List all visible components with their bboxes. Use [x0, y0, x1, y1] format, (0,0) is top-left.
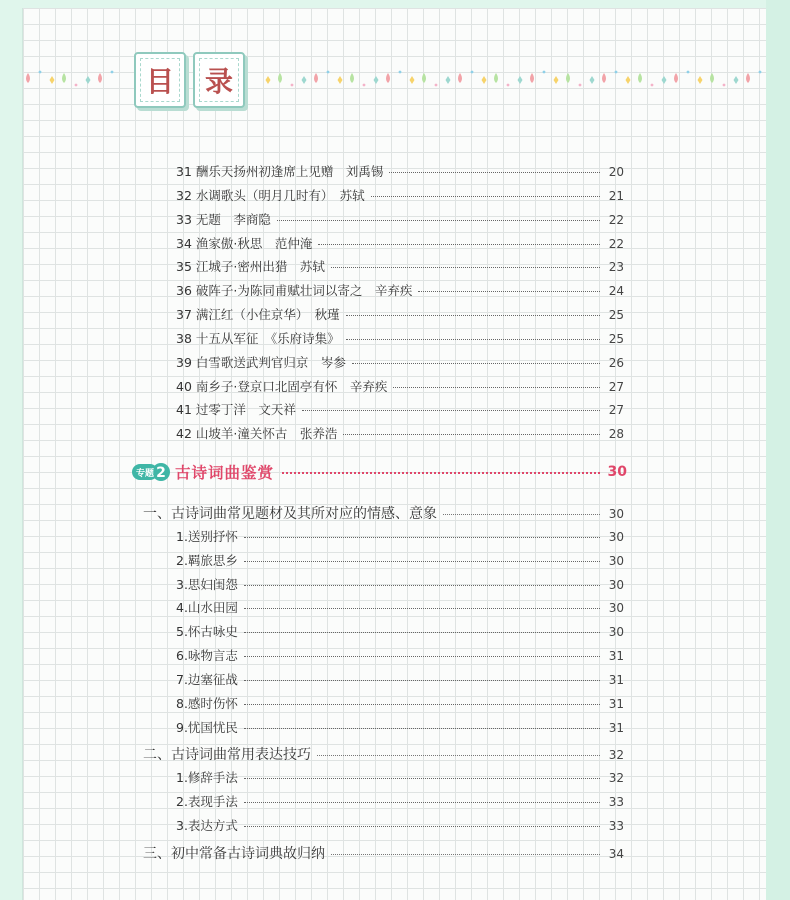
subsection-label: 5.怀古咏史: [176, 624, 238, 639]
toc-entry-label: 38 十五从军征 《乐府诗集》: [176, 331, 340, 346]
subsection-page: 31: [608, 649, 624, 663]
subsection-label: 6.咏物言志: [176, 648, 238, 663]
toc-entry-page: 22: [608, 237, 624, 251]
subsection-label: 3.思妇闺怨: [176, 577, 238, 592]
subsection-entry[interactable]: [176, 768, 624, 786]
subsection-page: 30: [608, 625, 624, 639]
toc-entry-label: 33 无题 李商隐: [176, 212, 271, 227]
leader-dots: [244, 537, 600, 538]
leader-dots: [244, 680, 600, 681]
toc-entry-page: 23: [608, 260, 624, 274]
subsection-entry[interactable]: [176, 527, 624, 545]
toc-entry-label: 34 渔家傲·秋思 范仲淹: [176, 236, 313, 251]
leader-dots: [244, 778, 600, 779]
leader-dots: [277, 220, 600, 221]
leader-dots: [244, 826, 600, 827]
toc-entry[interactable]: [176, 162, 624, 180]
leader-dots: [244, 728, 600, 729]
toc-entry-page: 27: [608, 403, 624, 417]
unit-badge-number: 2: [156, 465, 166, 481]
subsection-page: 30: [608, 554, 624, 568]
subsection-entry[interactable]: [176, 646, 624, 664]
toc-entry[interactable]: [176, 329, 624, 347]
toc-entry-page: 21: [608, 189, 624, 203]
title-char-2: 录: [199, 58, 239, 102]
leader-dots: [244, 608, 600, 609]
leader-dots: [418, 291, 600, 292]
section-label: 一、古诗词曲常见题材及其所对应的情感、意象: [143, 506, 437, 522]
toc-entry[interactable]: [176, 257, 624, 275]
leader-dots: [331, 267, 600, 268]
toc-entry[interactable]: [176, 400, 624, 418]
toc-entry[interactable]: [176, 377, 624, 395]
leader-dots: [244, 585, 600, 586]
subsection-entry[interactable]: [176, 622, 624, 640]
section-page: 30: [608, 507, 624, 521]
toc-entry-label: 42 山坡羊·潼关怀古 张养浩: [176, 426, 338, 441]
subsection-label: 3.表达方式: [176, 818, 238, 833]
leader-dots: [244, 632, 600, 633]
unit-heading[interactable]: [131, 458, 627, 486]
subsection-label: 4.山水田园: [176, 600, 238, 615]
title-char-1: 目: [140, 58, 180, 102]
subsection-page: 31: [608, 697, 624, 711]
toc-entry-page: 28: [608, 427, 624, 441]
toc-entry-label: 31 酬乐天扬州初逢席上见赠 刘禹锡: [176, 164, 384, 179]
subsection-page: 30: [608, 530, 624, 544]
leader-dots: [282, 472, 600, 474]
section-heading[interactable]: [143, 503, 624, 523]
toc-entry-label: 39 白雪歌送武判官归京 岑参: [176, 355, 346, 370]
subsection-label: 7.边塞征战: [176, 672, 238, 687]
subsection-entry[interactable]: [176, 718, 624, 736]
toc-entry[interactable]: [176, 210, 624, 228]
subsection-page: 30: [608, 578, 624, 592]
toc-entry-label: 41 过零丁洋 文天祥: [176, 402, 296, 417]
unit-title: 古诗词曲鉴赏: [175, 464, 275, 482]
subsection-page: 32: [608, 771, 624, 785]
toc-entry[interactable]: [176, 424, 624, 442]
toc-entry[interactable]: [176, 353, 624, 371]
section-label: 二、古诗词曲常用表达技巧: [143, 747, 311, 763]
subsection-entry[interactable]: [176, 551, 624, 569]
subsection-page: 31: [608, 673, 624, 687]
section-heading[interactable]: [143, 744, 624, 764]
leader-dots: [302, 410, 600, 411]
toc-entry-page: 27: [608, 380, 624, 394]
toc-entry-label: 35 江城子·密州出猎 苏轼: [176, 259, 325, 274]
subsection-page: 33: [608, 819, 624, 833]
subsection-entry[interactable]: [176, 816, 624, 834]
toc-entry-page: 26: [608, 356, 624, 370]
unit-badge-label: 专题: [135, 469, 155, 479]
toc-entry-page: 25: [608, 308, 624, 322]
toc-entry-label: 40 南乡子·登京口北固亭有怀 辛弃疾: [176, 379, 388, 394]
toc-entry-page: 22: [608, 213, 624, 227]
leader-dots: [393, 387, 600, 388]
leader-dots: [318, 244, 600, 245]
subsection-entry[interactable]: [176, 694, 624, 712]
leader-dots: [443, 514, 600, 515]
unit-badge: [131, 461, 171, 483]
leader-dots: [371, 196, 600, 197]
toc-entry-label: 37 满江红（小住京华） 秋瑾: [176, 307, 340, 322]
toc-entry[interactable]: [176, 186, 624, 204]
subsection-label: 1.修辞手法: [176, 770, 238, 785]
subsection-label: 9.忧国忧民: [176, 720, 238, 735]
toc-entry-label: 36 破阵子·为陈同甫赋壮词以寄之 辛弃疾: [176, 283, 413, 298]
toc-entry[interactable]: [176, 234, 624, 252]
toc-entry[interactable]: [176, 305, 624, 323]
subsection-label: 2.羁旅思乡: [176, 553, 238, 568]
leader-dots: [331, 854, 600, 855]
leader-dots: [244, 561, 600, 562]
leader-dots: [244, 656, 600, 657]
leader-dots: [317, 755, 600, 756]
subsection-page: 33: [608, 795, 624, 809]
leader-dots: [343, 434, 600, 435]
toc-entry[interactable]: [176, 281, 624, 299]
toc-entry-page: 20: [608, 165, 624, 179]
subsection-page: 30: [608, 601, 624, 615]
leader-dots: [244, 704, 600, 705]
leader-dots: [352, 363, 600, 364]
subsection-entry[interactable]: [176, 792, 624, 810]
section-heading[interactable]: [143, 843, 624, 863]
toc-entry-page: 24: [608, 284, 624, 298]
subsection-entry[interactable]: [176, 575, 624, 593]
section-label: 三、初中常备古诗词典故归纳: [143, 846, 325, 862]
subsection-label: 2.表现手法: [176, 794, 238, 809]
leader-dots: [346, 339, 600, 340]
toc-entry-label: 32 水调歌头（明月几时有） 苏轼: [176, 188, 365, 203]
leader-dots: [244, 802, 600, 803]
section-page: 32: [608, 748, 624, 762]
section-page: 34: [608, 847, 624, 861]
subsection-entry[interactable]: [176, 598, 624, 616]
leader-dots: [389, 172, 600, 173]
subsection-page: 31: [608, 721, 624, 735]
toc-entry-page: 25: [608, 332, 624, 346]
subsection-entry[interactable]: [176, 670, 624, 688]
subsection-label: 1.送别抒怀: [176, 529, 238, 544]
subsection-label: 8.感时伤怀: [176, 696, 238, 711]
unit-page: 30: [607, 464, 627, 480]
leader-dots: [346, 315, 600, 316]
